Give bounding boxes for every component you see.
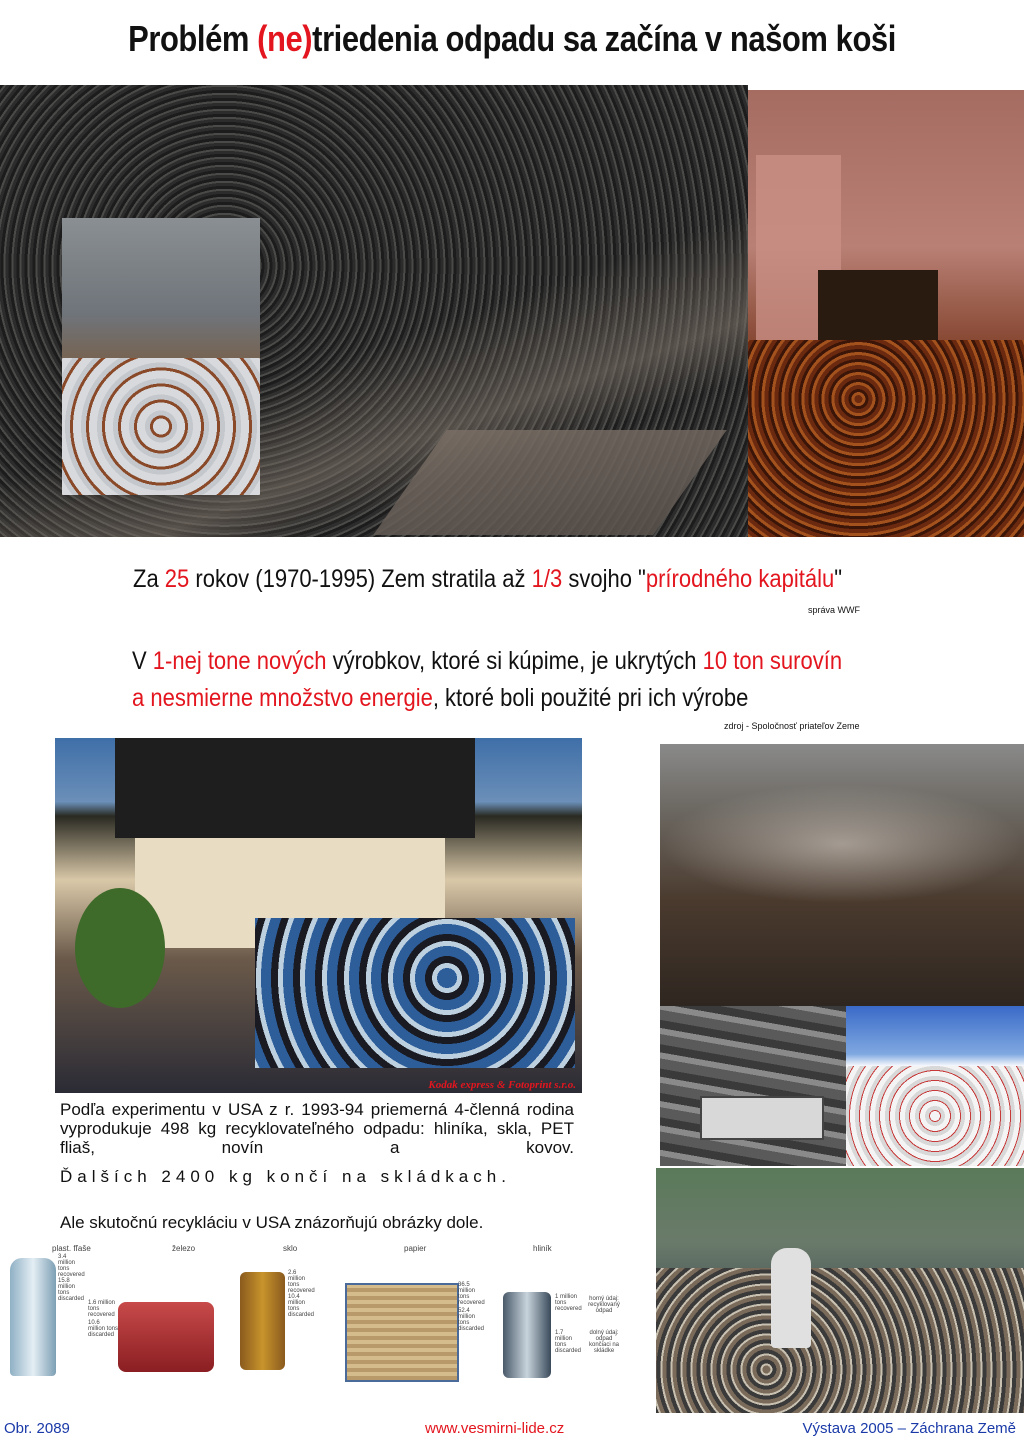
drums-grid — [62, 358, 260, 495]
can-image — [503, 1292, 551, 1378]
material-label-iron: železo — [172, 1244, 196, 1253]
plastic-bottles-pile-photo — [846, 1006, 1024, 1166]
material-paper-top: 36.5 million tons recovered — [458, 1282, 485, 1306]
statement-wwf: Za 25 rokov (1970-1995) Zem stratila až 1/3 svojho "prírodného kapitálu" — [133, 565, 843, 593]
experiment-text-landfill: Ďalších 2400 kg končí na skládkach. — [60, 1167, 511, 1186]
material-label-aluminum: hliník — [533, 1244, 552, 1253]
garbage-pile — [748, 340, 1024, 537]
material-aluminum-bottom: 1.7 million tons discarded — [555, 1330, 582, 1354]
material-label-plastic: plast. fľaše — [52, 1244, 91, 1253]
child-figure — [771, 1248, 811, 1348]
material-plastic-bottom: 15.8 million tons discarded — [58, 1278, 85, 1302]
footer-website[interactable]: www.vesmirni-lide.cz — [425, 1420, 565, 1437]
experiment-text: Podľa experimentu v USA z r. 1993-94 priemerná 4-členná rodina vyprodukuje 498 kg recyklovateľného odpadu: hliníka, skla, PET fliaš, novín a kovov. — [60, 1100, 574, 1157]
statement-materials-line2: a nesmierne množstvo energie, ktoré boli použité pri ich výrobe — [132, 684, 749, 712]
material-plastic-top: 3.4 million tons recovered — [58, 1254, 85, 1278]
garbage-bags — [255, 918, 575, 1068]
photo-credit: Kodak express & Fotoprint s.r.o. — [428, 1079, 576, 1091]
material-iron-bottom: 10.6 million tons discarded — [88, 1320, 119, 1338]
footer-figure-number: Obr. 2089 — [4, 1420, 70, 1437]
footer-exhibition: Výstava 2005 – Záchrana Země — [802, 1420, 1016, 1437]
junkyard-photo — [660, 1006, 846, 1166]
material-label-paper: papier — [404, 1244, 427, 1253]
bulldozer-shape — [818, 270, 938, 350]
toaster-image — [118, 1302, 214, 1372]
material-label-glass: sklo — [283, 1244, 298, 1253]
material-aluminum-top: 1 million tons recovered — [555, 1294, 582, 1312]
material-glass-top: 2.6 million tons recovered — [288, 1270, 315, 1294]
material-paper-bottom: 52.4 million tons discarded — [458, 1308, 485, 1332]
source-wwf: správa WWF — [808, 605, 861, 615]
tree — [75, 888, 165, 1008]
family-waste-photo — [55, 738, 582, 1093]
legend-bottom: dolný údaj: odpad končiaci na skládke — [588, 1330, 620, 1354]
legend-top: horný údaj: recyklovaný odpad — [588, 1296, 620, 1314]
bottles-pile — [846, 1066, 1024, 1166]
landfill-birds-photo — [748, 90, 1024, 537]
landfill-dust-photo — [660, 744, 1024, 1006]
house-roof — [115, 738, 475, 838]
bus-shape — [700, 1096, 824, 1140]
experiment-text-recycling: Ale skutočnú recykláciu v USA znázorňujú obrázky dole. — [60, 1213, 484, 1232]
newspaper-image — [345, 1283, 459, 1382]
glass-jar-image — [240, 1272, 285, 1370]
material-iron-top: 1.6 million tons recovered — [88, 1300, 116, 1318]
source-friends-earth: zdroj - Spoločnosť priateľov Zeme — [724, 721, 860, 731]
drum-sorting-photo — [62, 218, 260, 495]
debris — [656, 1268, 1024, 1413]
page-title: Problém (ne)triedenia odpadu sa začína v našom koši — [128, 18, 896, 59]
dust-cloud — [660, 784, 1024, 904]
pet-bottle-image — [10, 1258, 56, 1376]
statement-materials-line1: V 1-nej tone nových výrobkov, ktoré si kúpime, je ukrytých 10 ton surovín — [132, 647, 843, 675]
material-glass-bottom: 10.4 million tons discarded — [288, 1294, 315, 1318]
child-in-waste-photo — [656, 1168, 1024, 1413]
